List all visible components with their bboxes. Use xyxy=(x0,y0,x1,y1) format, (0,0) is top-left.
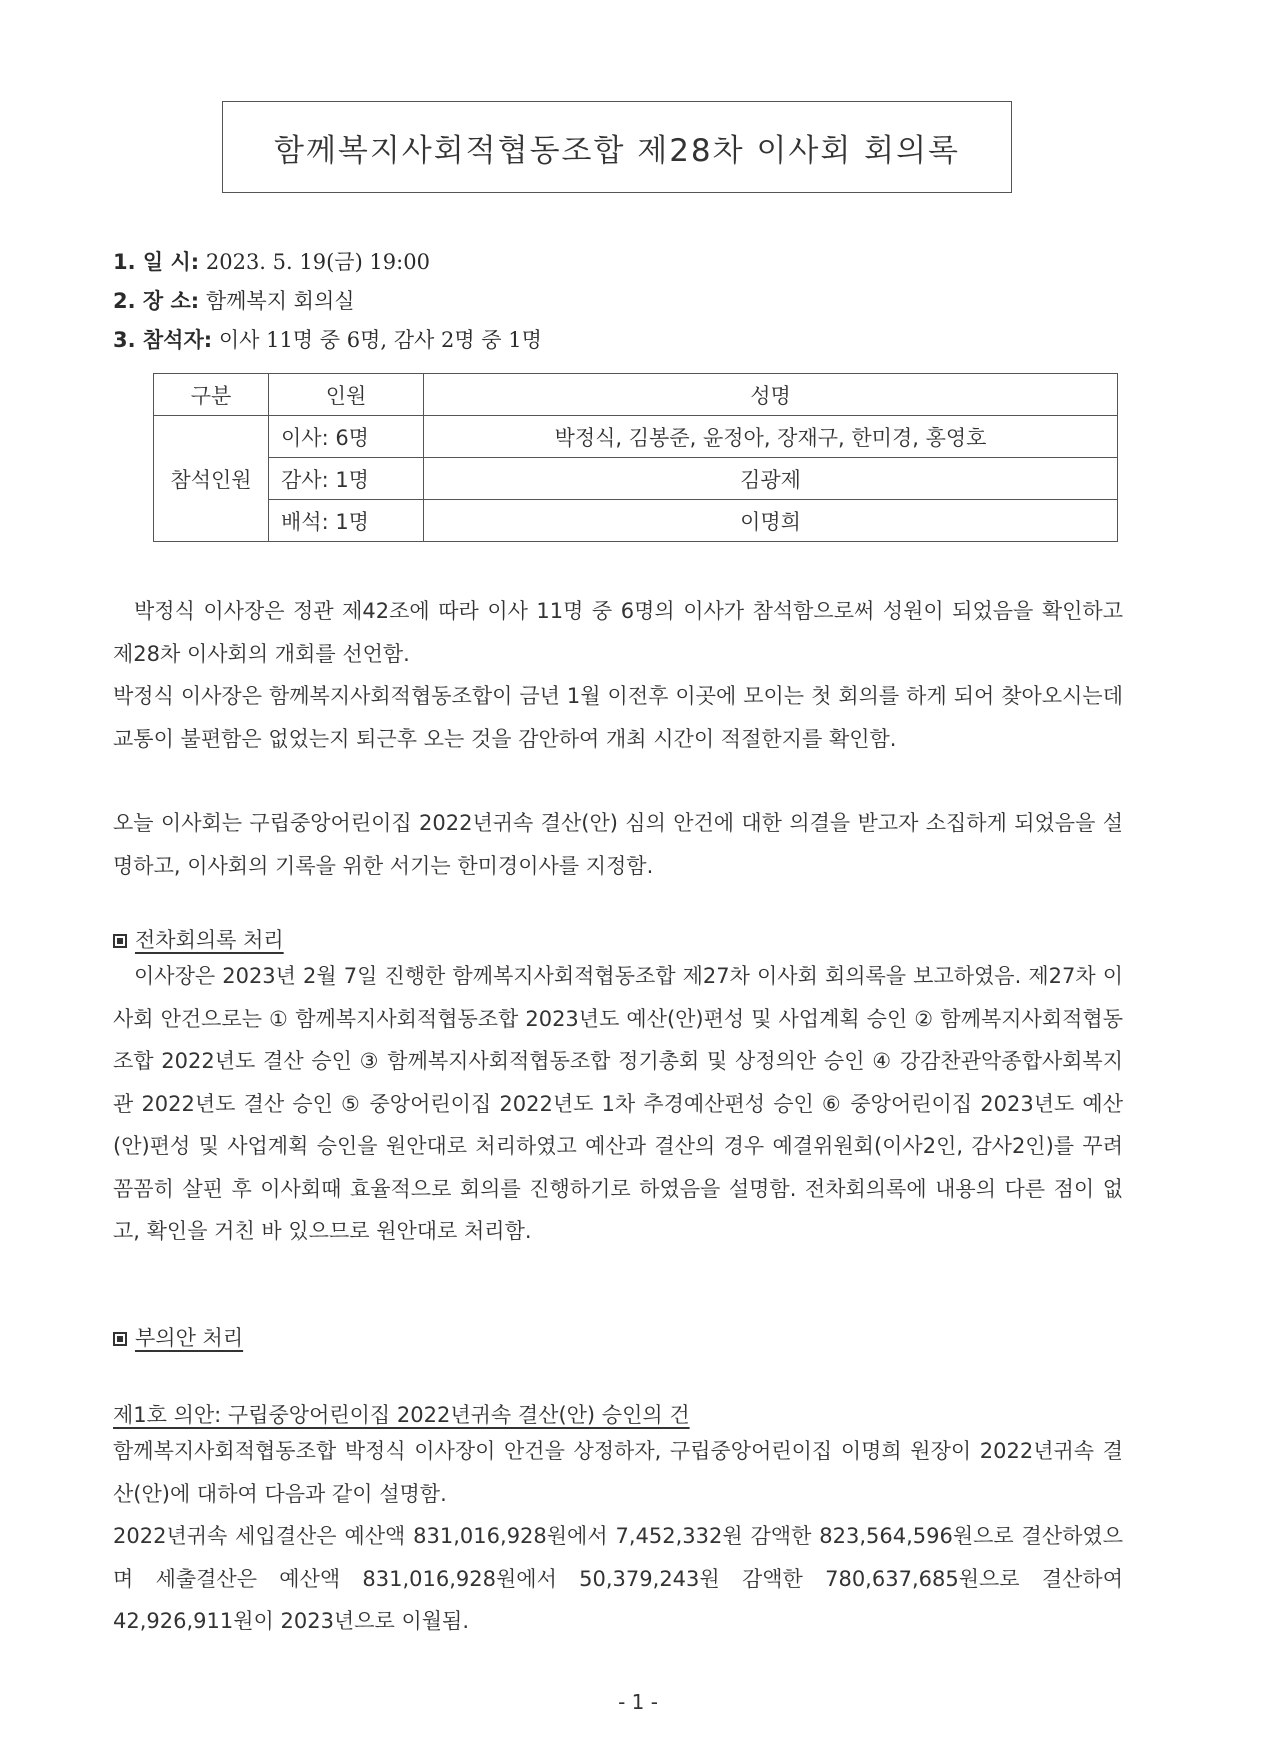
info-place xyxy=(113,287,355,315)
table-row xyxy=(154,458,1118,500)
row-count: 배석: 1명 xyxy=(269,500,424,542)
section-heading-agenda xyxy=(113,1322,243,1352)
section-heading-text: 전차회의록 처리 xyxy=(135,928,284,952)
intro-paragraph-3: 오늘 이사회는 구립중앙어린이집 2022년귀속 결산(안) 심의 안건에 대한 의결을 받고자 소집하게 되었음을 설명하고, 이사회의 기록을 위한 서기는 한미경이사를 지정함. xyxy=(113,811,1123,878)
title-box xyxy=(222,101,1012,193)
page-number: - 1 - xyxy=(618,1690,658,1714)
row-names: 박정식, 김봉준, 윤정아, 장재구, 한미경, 홍영호 xyxy=(424,416,1118,458)
header-names: 성명 xyxy=(424,374,1118,416)
attendance-table xyxy=(153,373,1118,542)
info-attendees xyxy=(113,326,542,354)
table-header-row xyxy=(154,374,1118,416)
square-bullet-icon xyxy=(113,1332,127,1346)
intro-paragraph-1: 박정식 이사장은 정관 제42조에 따라 이사 11명 중 6명의 이사가 참석함으로써 성원이 되었음을 확인하고 제28차 이사회의 개회를 선언함. xyxy=(113,599,1123,666)
section-heading-previous-minutes xyxy=(113,924,284,954)
agenda-1-paragraph-2: 2022년귀속 세입결산은 예산액 831,016,928원에서 7,452,332원 감액한 823,564,596원으로 결산하였으며 세출결산은 예산액 831,016,928원에서 50,379,243원 감액한 780,637,685원으로 결산하여 42,926,911원이 2023년으로 이월됨. xyxy=(113,1524,1123,1633)
row-count: 이사: 6명 xyxy=(269,416,424,458)
row-names: 김광제 xyxy=(424,458,1118,500)
square-bullet-icon xyxy=(113,934,127,948)
table-row xyxy=(154,500,1118,542)
info-place-value: 함께복지 회의실 xyxy=(199,289,355,313)
row-count: 감사: 1명 xyxy=(269,458,424,500)
previous-minutes-body: 이사장은 2023년 2월 7일 진행한 함께복지사회적협동조합 제27차 이사회 회의록을 보고하였음. 제27차 이사회 안건으로는 ① 함께복지사회적협동조합 2023년도 예산(안)편성 및 사업계획 승인 ② 함께복지사회적협동조합 2022년도 결산 승인 ③ 함께복지사회적협동조합 정기총회 및 상정의안 승인 ④ 강감찬관악종합사회복지관 2022년도 결산 승인 ⑤ 중앙어린이집 2022년도 1차 추경예산편성 승인 ⑥ 중앙어린이집 2023년도 예산(안)편성 및 사업계획 승인을 원안대로 처리하였고 예산과 결산의 경우 예결위원회(이사2인, 감사2인)를 꾸려 꼼꼼히 살핀 후 이사회때 효율적으로 회의를 진행하기로 하였음을 설명함. 전차회의록에 내용의 다른 점이 없고, 확인을 거친 바 있으므로 원안대로 처리함. xyxy=(113,964,1123,1243)
info-attendees-value: 이사 11명 중 6명, 감사 2명 중 1명 xyxy=(212,328,542,352)
row-names: 이명희 xyxy=(424,500,1118,542)
info-date-label: 1. 일 시: xyxy=(113,250,200,274)
info-attendees-label: 3. 참석자: xyxy=(113,328,213,352)
page-title: 함께복지사회적협동조합 제28차 이사회 회의록 xyxy=(274,132,960,169)
header-count: 인원 xyxy=(269,374,424,416)
agenda-1-paragraph-1: 함께복지사회적협동조합 박정식 이사장이 안건을 상정하자, 구립중앙어린이집 이명희 원장이 2022년귀속 결산(안)에 대하여 다음과 같이 설명함. xyxy=(113,1439,1123,1506)
section-heading-text: 부의안 처리 xyxy=(135,1326,244,1350)
info-date-value: 2023. 5. 19(금) 19:00 xyxy=(199,250,430,274)
table-row xyxy=(154,416,1118,458)
info-date xyxy=(113,248,430,276)
attendance-category: 참석인원 xyxy=(154,416,269,542)
info-place-label: 2. 장 소: xyxy=(113,289,200,313)
header-category: 구분 xyxy=(154,374,269,416)
intro-paragraph-2: 박정식 이사장은 함께복지사회적협동조합이 금년 1월 이전후 이곳에 모이는 첫 회의를 하게 되어 찾아오시는데 교통이 불편함은 없었는지 퇴근후 오는 것을 감안하여 개최 시간이 적절한지를 확인함. xyxy=(113,684,1123,751)
agenda-1-heading: 제1호 의안: 구립중앙어린이집 2022년귀속 결산(안) 승인의 건 xyxy=(113,1403,690,1427)
